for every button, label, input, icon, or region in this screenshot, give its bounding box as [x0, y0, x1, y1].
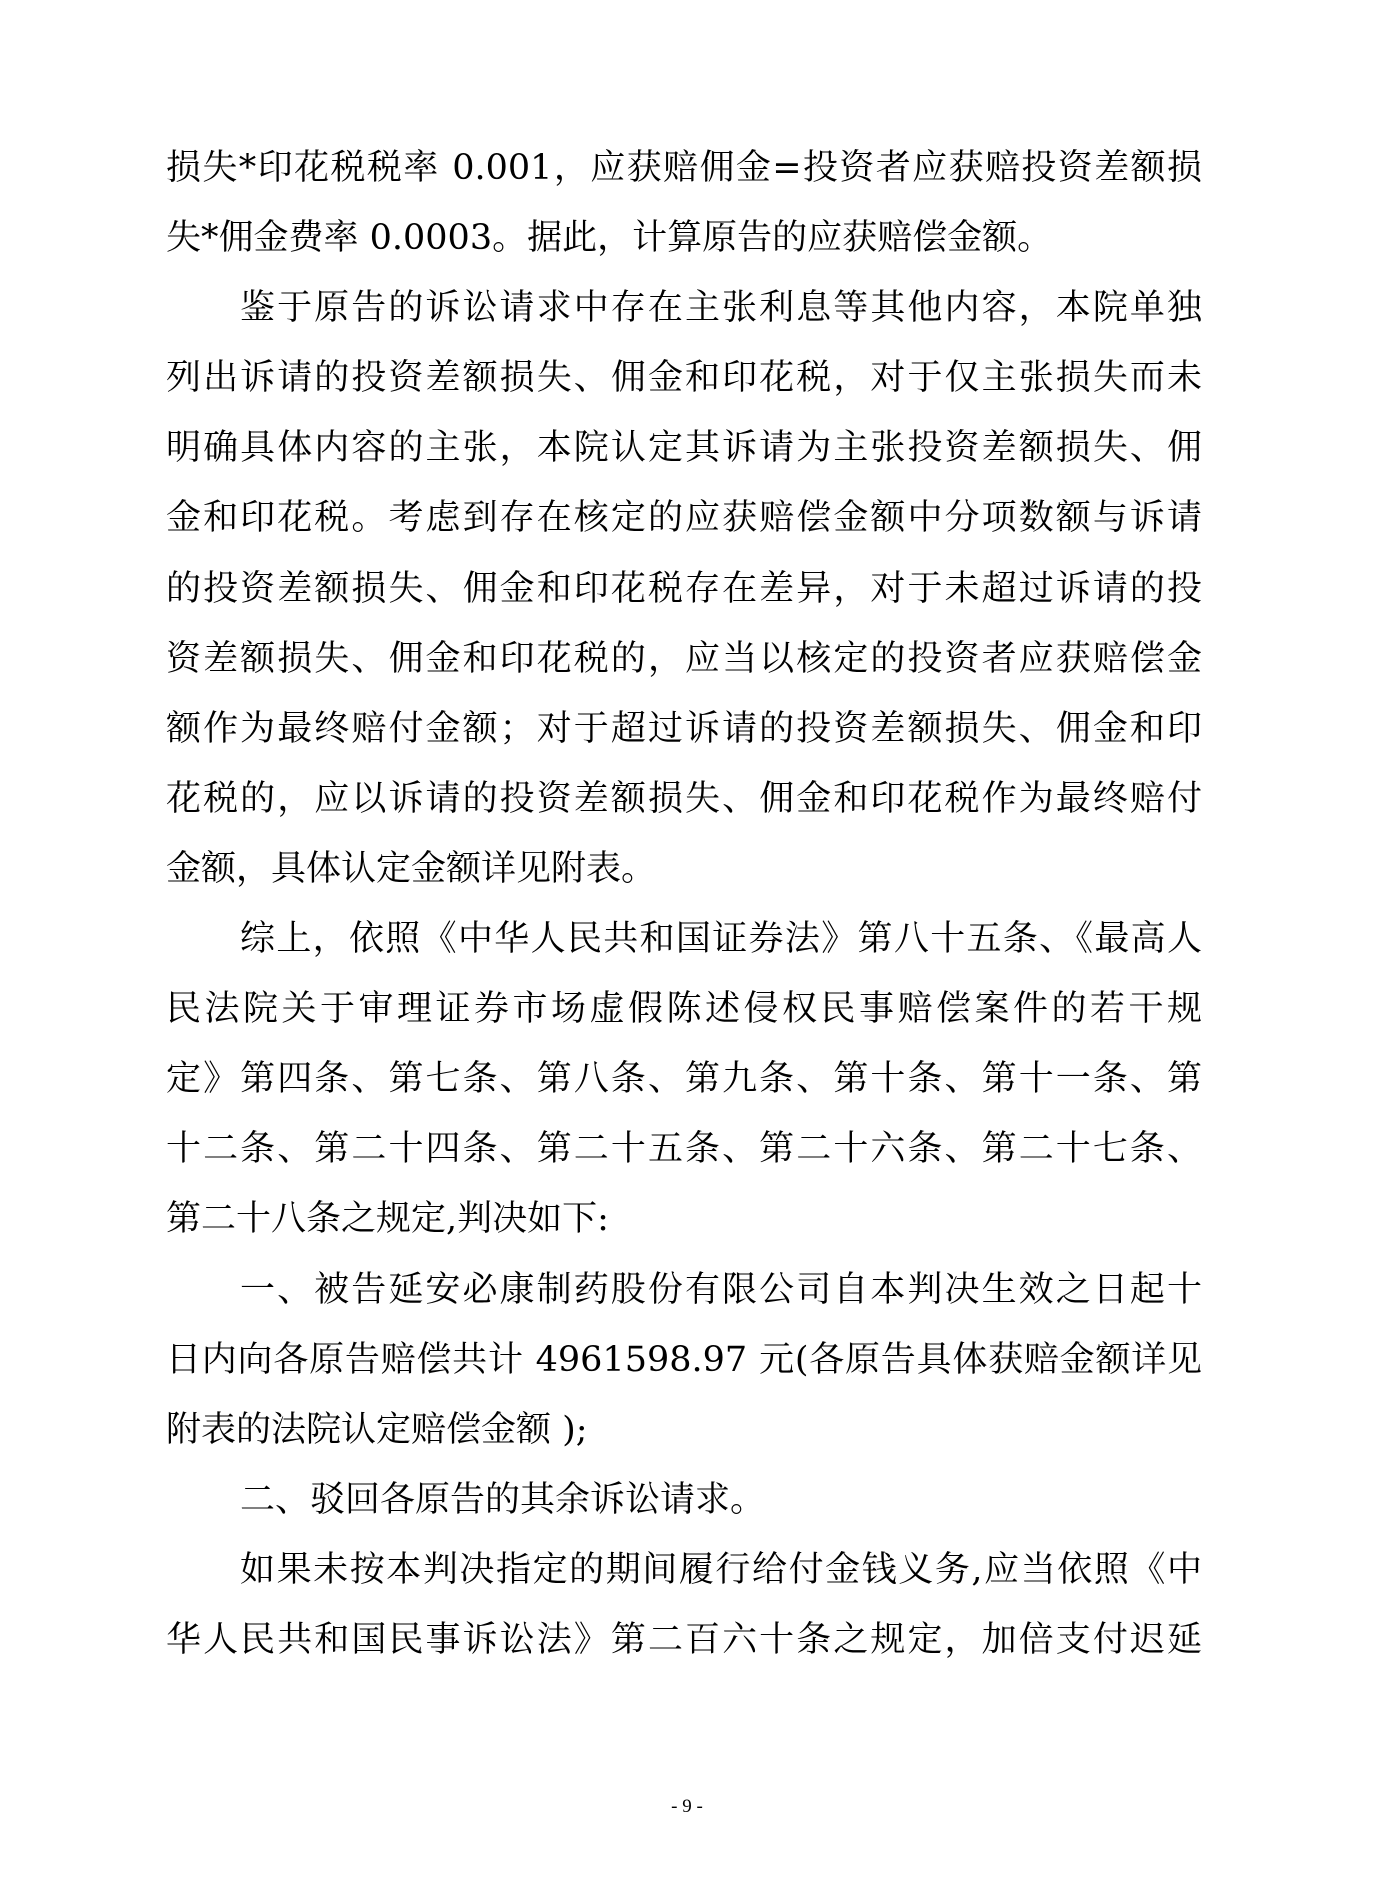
text-line: 明确具体内容的主张，本院认定其诉请为主张投资差额损失、佣: [166, 428, 1202, 469]
text-line: 如果未按本判决指定的期间履行给付金钱义务,应当依照《中: [240, 1549, 1202, 1590]
paragraph-calculation-method: [166, 133, 1202, 273]
text-line: 华人民共和国民事诉讼法》第二百六十条之规定，加倍支付迟延: [166, 1619, 1202, 1660]
paragraph-claim-scope: [166, 273, 1202, 904]
text-line: 失*佣金费率 0.0003。据此，计算原告的应获赔偿金额。: [166, 218, 1053, 259]
text-line: 资差额损失、佣金和印花税的，应当以核定的投资者应获赔偿金: [166, 638, 1202, 679]
text-line: 额作为最终赔付金额；对于超过诉请的投资差额损失、佣金和印: [166, 708, 1202, 749]
paragraph-judgment-item-1: [166, 1255, 1202, 1465]
text-line: 十二条、第二十四条、第二十五条、第二十六条、第二十七条、: [166, 1129, 1202, 1170]
text-line: 综上，依照《中华人民共和国证券法》第八十五条、《最高人: [240, 919, 1202, 960]
document-body: [166, 133, 1202, 1675]
paragraph-late-payment: [166, 1535, 1202, 1675]
text-line: 花税的，应以诉请的投资差额损失、佣金和印花税作为最终赔付: [166, 778, 1202, 819]
text-line: 日内向各原告赔偿共计 4961598.97 元(各原告具体获赔金额详见: [166, 1339, 1202, 1380]
text-line: 的投资差额损失、佣金和印花税存在差异，对于未超过诉请的投: [166, 568, 1202, 609]
text-line: 金和印花税。考虑到存在核定的应获赔偿金额中分项数额与诉请: [166, 498, 1202, 539]
text-line: 列出诉请的投资差额损失、佣金和印花税，对于仅主张损失而未: [166, 358, 1202, 399]
text-line: 损失*印花税税率 0.001，应获赔佣金=投资者应获赔投资差额损: [166, 148, 1202, 188]
paragraph-judgment-item-2: [166, 1465, 1202, 1535]
page-number: - 9 -: [671, 1796, 703, 1817]
text-line: 第二十八条之规定,判决如下:: [166, 1199, 609, 1240]
paragraph-legal-basis: [166, 904, 1202, 1254]
text-line: 金额，具体认定金额详见附表。: [166, 848, 657, 889]
text-line: 附表的法院认定赔偿金额 );: [166, 1409, 588, 1450]
text-line: 二、驳回各原告的其余诉讼请求。: [240, 1479, 766, 1520]
text-line: 鉴于原告的诉讼请求中存在主张利息等其他内容，本院单独: [240, 288, 1202, 329]
text-line: 一、被告延安必康制药股份有限公司自本判决生效之日起十: [240, 1269, 1202, 1310]
text-line: 民法院关于审理证券市场虚假陈述侵权民事赔偿案件的若干规: [166, 989, 1202, 1030]
text-line: 定》第四条、第七条、第八条、第九条、第十条、第十一条、第: [166, 1059, 1202, 1100]
